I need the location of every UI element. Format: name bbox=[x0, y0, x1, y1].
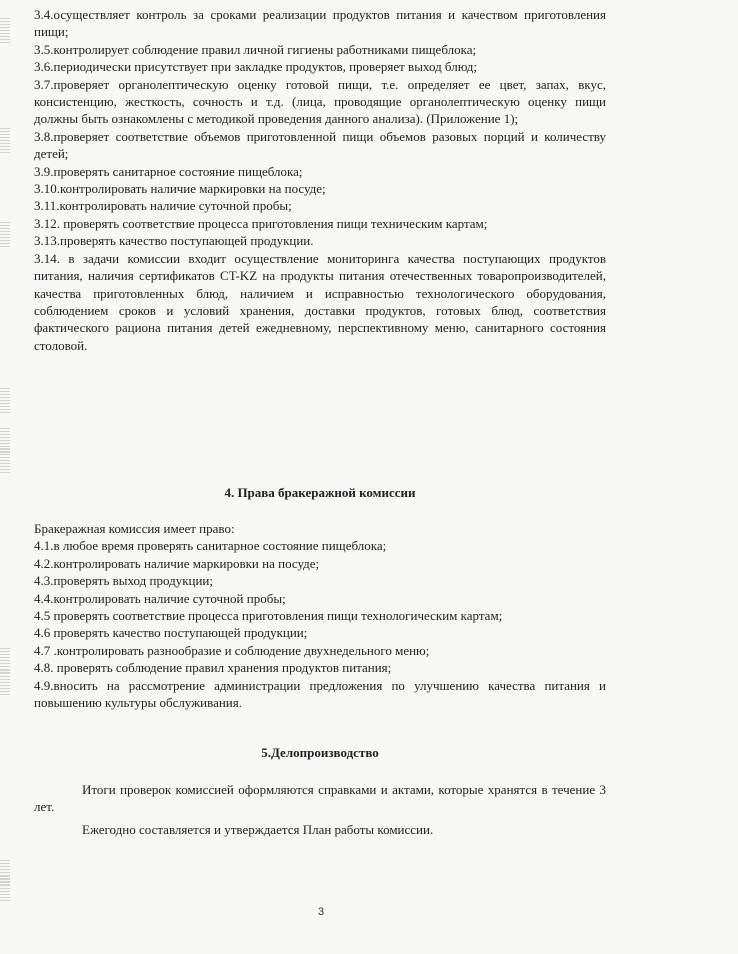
list-item: 4.1.в любое время проверять санитарное состояние пищеблока; bbox=[34, 538, 387, 554]
list-item: 3.8.проверяет соответствие объемов приготовленной пищи объемов разовых порций и количеству детей; bbox=[34, 128, 606, 162]
paragraph: Итоги проверок комиссией оформляются справками и актами, которые хранятся в течение 3 лет. bbox=[34, 782, 606, 815]
list-item: 3.4.осуществляет контроль за сроками реализации продуктов питания и качеством приготовления пищи; bbox=[34, 7, 606, 40]
section-3-list bbox=[34, 6, 606, 354]
page-number: 3 bbox=[317, 906, 325, 918]
list-item: 3.12. проверять соответствие процесса приготовления пищи техническим картам; bbox=[34, 215, 488, 231]
list-item: 4.9.вносить на рассмотрение администрации предложения по улучшению качества питания и повышению культуры обслуживания. bbox=[34, 677, 606, 711]
section-5-body bbox=[34, 781, 606, 838]
list-item: 4.2.контролировать наличие маркировки на посуде; bbox=[34, 555, 320, 571]
list-item: 4.4.контролировать наличие суточной пробы; bbox=[34, 590, 286, 606]
list-item: 4.3.проверять выход продукции; bbox=[34, 573, 213, 589]
list-item: 3.5.контролирует соблюдение правил личной гигиены работниками пищеблока; bbox=[34, 41, 477, 57]
list-item: 3.9.проверять санитарное состояние пищеблока; bbox=[34, 163, 303, 179]
list-item: 3.10.контролировать наличие маркировки на посуде; bbox=[34, 181, 326, 197]
section-5-heading: 5.Делопроизводство bbox=[261, 745, 379, 760]
list-item: 3.6.периодически присутствует при закладке продуктов, проверяет выход блюд; bbox=[34, 59, 477, 75]
list-item: 3.13.проверять качество поступающей продукции. bbox=[34, 233, 314, 249]
list-item: 4.8. проверять соблюдение правил хранения продуктов питания; bbox=[34, 660, 392, 676]
list-item: 4.7 .контролировать разнообразие и соблюдение двухнедельного меню; bbox=[34, 642, 430, 658]
list-item: 4.5 проверять соответствие процесса приготовления пищи технологическим картам; bbox=[34, 608, 503, 624]
scan-binding-marks bbox=[0, 0, 14, 954]
section-4-list bbox=[34, 520, 606, 711]
section-4-intro: Бракеражная комиссия имеет право: bbox=[34, 521, 235, 536]
section-4-heading: 4. Права бракеражной комиссии bbox=[224, 485, 416, 500]
list-item: 3.11.контролировать наличие суточной пробы; bbox=[34, 198, 292, 214]
list-item: 4.6 проверять качество поступающей продукции; bbox=[34, 625, 308, 641]
paragraph: Ежегодно составляется и утверждается План работы комиссии. bbox=[82, 821, 434, 837]
list-item: 3.7.проверяет органолептическую оценку готовой пищи, т.е. определяет ее цвет, запах, вкус, консистенцию, жесткость, сочность и т.д. (лица, проводящие органолептическую оценку пищи должны быть ознакомлены с методикой проведения данного анализа). (Приложение 1); bbox=[34, 76, 606, 127]
list-item: 3.14. в задачи комиссии входит осуществление мониторинга качества поступающих продуктов питания, наличия сертификатов CT-KZ на продукты питания отечественных товаропроизводителей, качества приготовленных блюд, наличием и исправностью технологического оборудования, соблюдением сроков и условий хранения, доставки продуктов, готовых блюд, соответствия фактического рациона питания детей ежедневному, перспективному меню, санитарного состояния столовой. bbox=[34, 250, 606, 353]
